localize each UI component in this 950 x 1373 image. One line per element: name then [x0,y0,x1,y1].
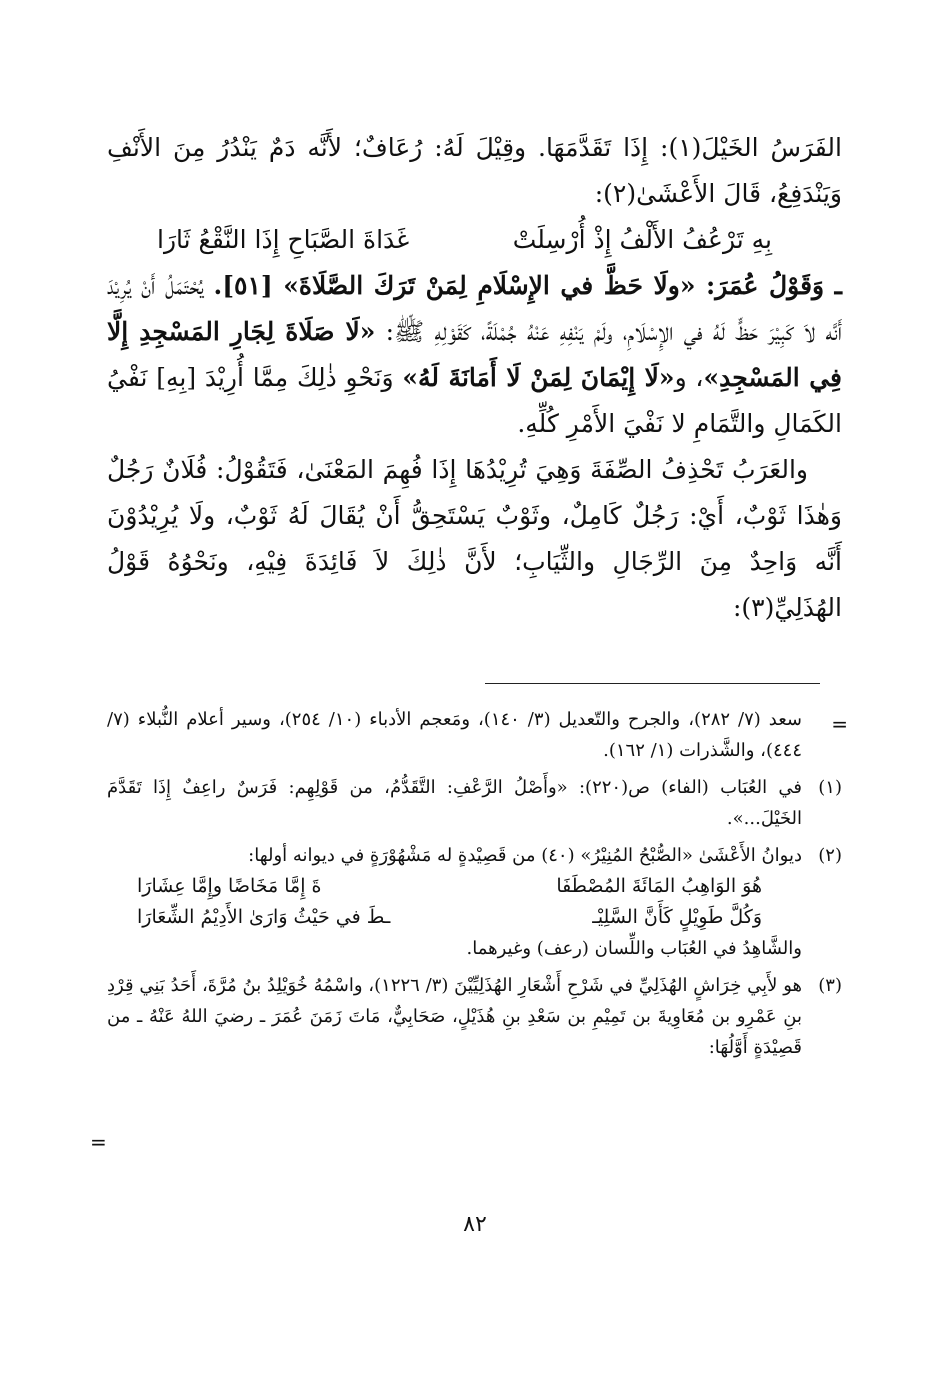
paragraph: والعَرَبُ تَحْذِفُ الصِّفَةَ وَهِيَ تُرِيْدُهَا إِذَا فُهِمَ المَعْنَىٰ، فَتَقُوْلُ: فُلَانٌ رَجُلٌ وَهٰذَا ثَوْبٌ، أَيْ: رَجُلٌ كَامِلٌ، وثَوْبٌ يَسْتَحِقُّ أَنْ يُقَالَ لَهُ ثَوْبٌ، ولَا يُرِيْدُوْنَ أَنَّه وَاحِدٌ مِنَ الرِّجَالِ والثِّيَابِ؛ لأَنَّ ذٰلِكَ لاَ فَائِدَةَ فِيْهِ، ونَحْوُهُ قَوْلُ الهُذَلِيِّ(٣): [107,455,842,622]
commentary-text: وَنَحْوِ ذٰلِكَ مِمَّا أُرِيْدَ [بِهِ] نَفْيُ الكَمَالِ والتَّمَامِ لا نَفْيَ الأَمْرِ كُلِّهِ. [107,363,842,438]
footnote-number: (١) [818,777,842,798]
poem-hemistich: هُوَ الوَاهِبُ المَائَةَ المُصْطَفَا [556,875,762,897]
footnote-continuation [107,704,842,766]
footnote-number-blank [802,704,842,766]
verse-hemistich-second: غَدَاةَ الصَّبَاحِ إِذَا النَّقْعُ ثَارَا [157,225,410,254]
footnote-text: هو لأَبِي خِرَاشٍ الهُذَلِيِّ في شَرْحِ أَشْعَارِ الهُذَلِيِّيْنَ (٣/ ١٢٢٦)، واسْمُهُ خُوَيْلِدُ بنُ مُرَّةَ، أَحَدُ بَنِي قِرْدِ بنِ عَمْرِو بن مُعَاوِيةَ بن تَمِيْمِ بن سَعْدِ بنِ هُذَيْلٍ، صَحَابِيٌّ، مَاتَ زَمَنَ عُمَرَ ـ رضيَ اللهُ عَنْهُ ـ من قَصِيْدَةٍ أَوَّلُهَا: [107,975,802,1058]
page-number: ٨٢ [463,1212,487,1237]
poem-line [107,902,802,933]
verse-hemistich-first: بِهِ تَرْعُفُ الأَلْفُ إِذْ أُرْسِلَتْ [512,225,772,254]
continuation-mark: = [90,1130,107,1154]
poem-hemistich: ـطَ في حَيْثُ وَارَىٰ الأَدِيْمُ الشِّعَارَا [137,906,391,928]
footnotes [107,704,842,1069]
footnote-text: ديوانُ الأَعْشَىٰ «الصُّبْحُ المُنِيْرُ» (٤٠) من قَصِيْدةٍ له مَشْهُوْرَةٍ في ديوانه أولها: [248,845,802,866]
continuation-mark: = [831,712,848,736]
footnote-text: سعد (٧/ ٢٨٢)، والجرح والتّعديل (٣/ ١٤٠)، ومَعجم الأدباء (١٠/ ٢٥٤)، وسير أعلام النُّبلاء (٧/ ٤٤٤)، والشَّذرات (١/ ١٦٢). [107,709,803,761]
hadith-quote: «لَا إِيْمَانَ لِمَنْ لَا أَمَانَةَ لَهُ» [402,363,675,392]
footnote [107,840,842,964]
footnote-text: والشَّاهِدُ في العُبَاب واللِّسان (رعف) وغيرهما. [466,938,802,959]
footnote-text: في العُبَاب (الفاء) ص(٢٢٠): «وأَصْلُ الرَّعْفِ: التَّقَدُّمُ، من قَوْلِهِم: فَرَسٌ راعِفٌ إِذَا تَقَدَّمَ الخَيْلَ...». [107,777,803,829]
poem-line [107,871,802,902]
paragraph: الفَرَسُ الخَيْلَ(١): إِذَا تَقَدَّمَهَا. وقِيْلَ لَهُ: رُعَافٌ؛ لأَنَّه دَمٌ يَنْدُرُ مِنَ الأَنْفِ وَيَنْدَفِعُ، قَالَ الأَعْشَىٰ(٢): [107,133,842,208]
verse-line [107,217,842,263]
connector-text: ، و [674,363,704,392]
hadith-quote: «لَا صَلَاةَ لِجَارِ المَسْجِدِ إِلَّا فِي المَسْجِدِ» [107,317,843,392]
paragraph [107,263,842,447]
footnote-number: (٢) [818,845,842,866]
poem-hemistich: وَكُلَّ طَوِيْلٍ كَأَنَّ السَّلِيْـ [592,906,762,928]
poem-hemistich: ةَ إِمَّا مَخَاضًا وإِمَّا عِشَارَا [137,875,322,897]
footnote [107,970,842,1063]
main-text [107,125,842,631]
footnote-separator [485,683,820,684]
commentary-text: يُحْتَمَلُ أَنْ يُرِيْدَ أَنَّه لاَ كَبِيْرَ حَظٍّ لَهُ في الإِسْلَامِ، ولَمْ يَنْفِهِ عَنْهُ جُمْلَةً، كَقَوْلِهِ ﷺ: [107,271,842,346]
footnote [107,772,842,834]
athar-quote: ـ وَقَوْلُ عُمَرَ: «ولَا حَظَّ في الإِسْلَامِ لِمَنْ تَرَكَ الصَّلَاةَ» [٥١]. [213,271,842,300]
footnote-number: (٣) [818,975,842,996]
